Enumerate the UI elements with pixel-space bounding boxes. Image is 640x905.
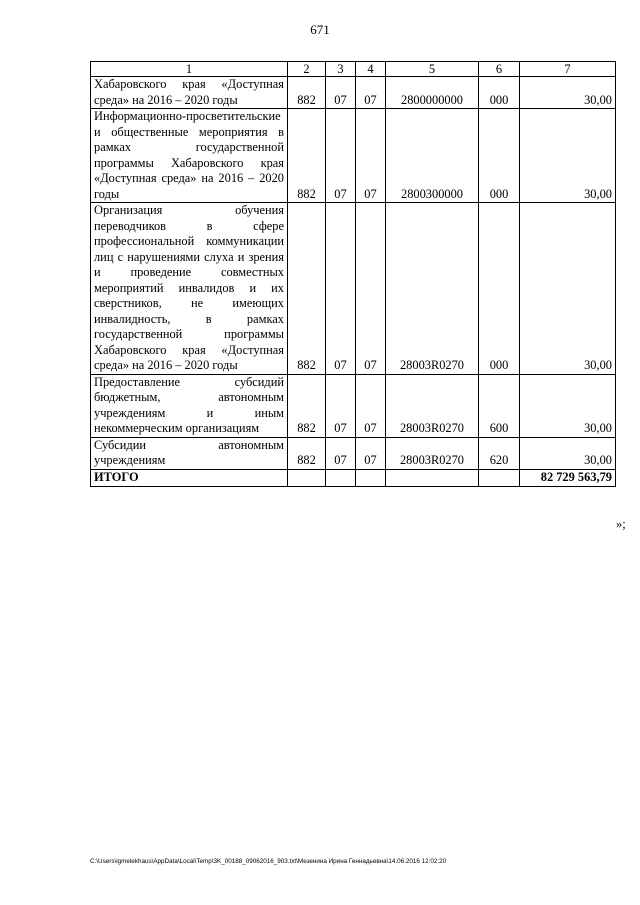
total-amount: 82 729 563,79 bbox=[520, 469, 616, 486]
table-header-row bbox=[91, 62, 616, 77]
cell-expense-type: 000 bbox=[479, 203, 520, 375]
cell-section: 07 bbox=[326, 437, 356, 469]
cell-expense-type: 000 bbox=[479, 77, 520, 109]
page-number: 671 bbox=[310, 22, 330, 37]
row-description: Предоставление субсидий бюджетным, автономным учреждениям и иным некоммерческим организациям bbox=[91, 374, 288, 437]
budget-table bbox=[90, 61, 616, 487]
total-label: ИТОГО bbox=[91, 469, 288, 486]
closing-quote: »; bbox=[616, 517, 626, 531]
cell-target-article: 2800300000 bbox=[386, 109, 479, 203]
cell-ministry-code: 882 bbox=[288, 203, 326, 375]
column-header: 5 bbox=[386, 62, 479, 77]
file-path-footer: C:\Users\igmelekhaus\AppData\Local\Temp\3K_00188_09062016_903.txt\Мезенина Ирина Геннадьевна\14.06.2016 12:02:20 bbox=[90, 858, 447, 865]
cell-section: 07 bbox=[326, 374, 356, 437]
empty-cell bbox=[326, 469, 356, 486]
cell-subsection: 07 bbox=[356, 203, 386, 375]
column-header: 4 bbox=[356, 62, 386, 77]
table-row bbox=[91, 77, 616, 109]
column-header: 3 bbox=[326, 62, 356, 77]
empty-cell bbox=[386, 469, 479, 486]
table-row bbox=[91, 374, 616, 437]
empty-cell bbox=[479, 469, 520, 486]
cell-amount: 30,00 bbox=[520, 109, 616, 203]
row-description: Информационно-просветительские и общественные мероприятия в рамках государственной программы Хабаровского края «Доступная среда» на 2016 – 2020 годы bbox=[91, 109, 288, 203]
cell-subsection: 07 bbox=[356, 374, 386, 437]
cell-section: 07 bbox=[326, 203, 356, 375]
table-row bbox=[91, 109, 616, 203]
row-description: Хабаровского края «Доступная среда» на 2016 – 2020 годы bbox=[91, 77, 288, 109]
cell-subsection: 07 bbox=[356, 437, 386, 469]
cell-target-article: 2800000000 bbox=[386, 77, 479, 109]
cell-ministry-code: 882 bbox=[288, 374, 326, 437]
cell-subsection: 07 bbox=[356, 77, 386, 109]
cell-target-article: 28003R0270 bbox=[386, 437, 479, 469]
column-header: 2 bbox=[288, 62, 326, 77]
column-header: 7 bbox=[520, 62, 616, 77]
column-header: 1 bbox=[91, 62, 288, 77]
cell-amount: 30,00 bbox=[520, 77, 616, 109]
row-description: Субсидии автономным учреждениям bbox=[91, 437, 288, 469]
cell-ministry-code: 882 bbox=[288, 109, 326, 203]
cell-expense-type: 620 bbox=[479, 437, 520, 469]
row-description: Организация обучения переводчиков в сфере профессиональной коммуникации лиц с нарушениями слуха и зрения и проведение совместных мероприятий инвалидов и их сверстников, не имеющих инвалидность, в рамках государственной программы Хабаровского края «Доступная среда» на 2016 – 2020 годы bbox=[91, 203, 288, 375]
column-header: 6 bbox=[479, 62, 520, 77]
cell-expense-type: 000 bbox=[479, 109, 520, 203]
cell-ministry-code: 882 bbox=[288, 77, 326, 109]
cell-amount: 30,00 bbox=[520, 374, 616, 437]
cell-section: 07 bbox=[326, 77, 356, 109]
table-row bbox=[91, 437, 616, 469]
empty-cell bbox=[356, 469, 386, 486]
cell-target-article: 28003R0270 bbox=[386, 374, 479, 437]
cell-section: 07 bbox=[326, 109, 356, 203]
cell-subsection: 07 bbox=[356, 109, 386, 203]
cell-amount: 30,00 bbox=[520, 437, 616, 469]
cell-ministry-code: 882 bbox=[288, 437, 326, 469]
empty-cell bbox=[288, 469, 326, 486]
total-row bbox=[91, 469, 616, 486]
table-row bbox=[91, 203, 616, 375]
cell-expense-type: 600 bbox=[479, 374, 520, 437]
cell-target-article: 28003R0270 bbox=[386, 203, 479, 375]
cell-amount: 30,00 bbox=[520, 203, 616, 375]
